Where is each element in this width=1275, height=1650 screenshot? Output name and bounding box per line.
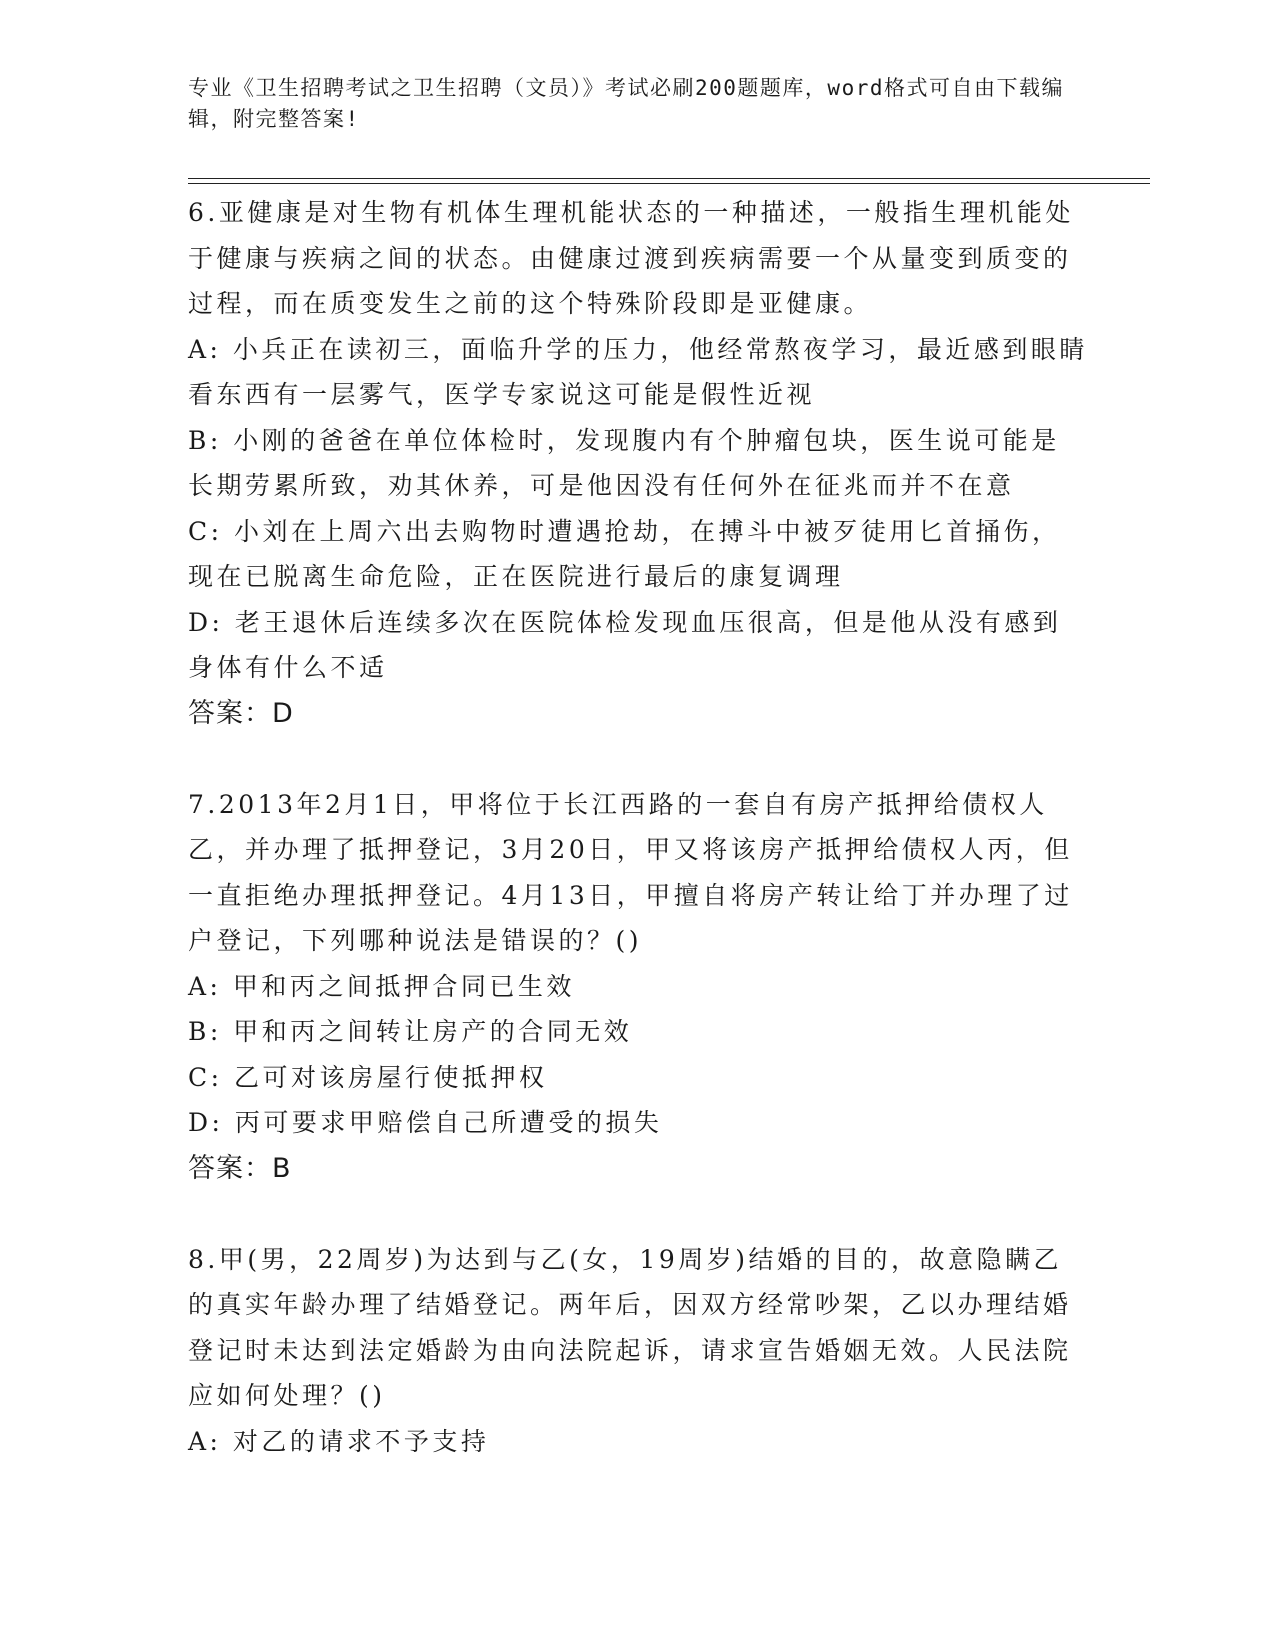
option-b: B: 甲和丙之间转让房产的合同无效 [188,1017,633,1046]
header-rule-top [188,178,1150,179]
question-block [188,1237,1088,1465]
header-rule-bottom [188,183,1150,184]
option-a: A: 对乙的请求不予支持 [188,1426,490,1456]
question-stem: 6.亚健康是对生物有机体生理机能状态的一种描述，一般指生理机能处于健康与疾病之间的状态。由健康过渡到疾病需要一个从量变到质变的过程，而在质变发生之前的这个特殊阶段即是亚健康。 [188,198,1074,318]
question-block [188,782,1088,1192]
option-d: D: 老王退休后连续多次在医院体检发现血压很高，但是他从没有感到身体有什么不适 [188,607,1062,682]
option-b: B: 小刚的爸爸在单位体检时，发现腹内有个肿瘤包块，医生说可能是长期劳累所致，劝其休养，可是他因没有任何外在征兆而并不在意 [188,425,1060,500]
option-a: A: 甲和丙之间抵押合同已生效 [188,971,575,1001]
question-stem: 7.2013年2月1日，甲将位于长江西路的一套自有房产抵押给债权人乙，并办理了抵押登记，3月20日，甲又将该房产抵押给债权人丙，但一直拒绝办理抵押登记。4月13日，甲擅自将房产转让给丁并办理了过户登记，下列哪种说法是错误的？() [188,789,1073,955]
option-c: C: 小刘在上周六出去购物时遭遇抢劫，在搏斗中被歹徒用匕首捅伤，现在已脱离生命危险，正在医院进行最后的康复调理 [188,516,1061,591]
answer-line: 答案：D [188,697,294,729]
question-stem: 8.甲(男，22周岁)为达到与乙(女，19周岁)结婚的目的，故意隐瞒乙的真实年龄办理了结婚登记。两年后，因双方经常吵架，乙以办理结婚登记时未达到法定婚龄为由向法院起诉，请求宣告婚姻无效。人民法院应如何处理？() [188,1244,1072,1410]
option-a: A: 小兵正在读初三，面临升学的压力，他经常熬夜学习，最近感到眼睛看东西有一层雾气，医学专家说这可能是假性近视 [188,334,1088,409]
answer-line: 答案：B [188,1152,292,1184]
question-list [188,190,1088,1464]
option-c: C: 乙可对该房屋行使抵押权 [188,1062,548,1092]
question-spacer [188,736,1088,782]
question-block [188,190,1088,736]
option-d: D: 丙可要求甲赔偿自己所遭受的损失 [188,1108,663,1137]
document-header [188,73,1068,135]
question-spacer [188,1191,1088,1237]
header-text: 专业《卫生招聘考试之卫生招聘（文员）》考试必刷200题题库，word格式可自由下载编辑，附完整答案! [188,76,1064,131]
